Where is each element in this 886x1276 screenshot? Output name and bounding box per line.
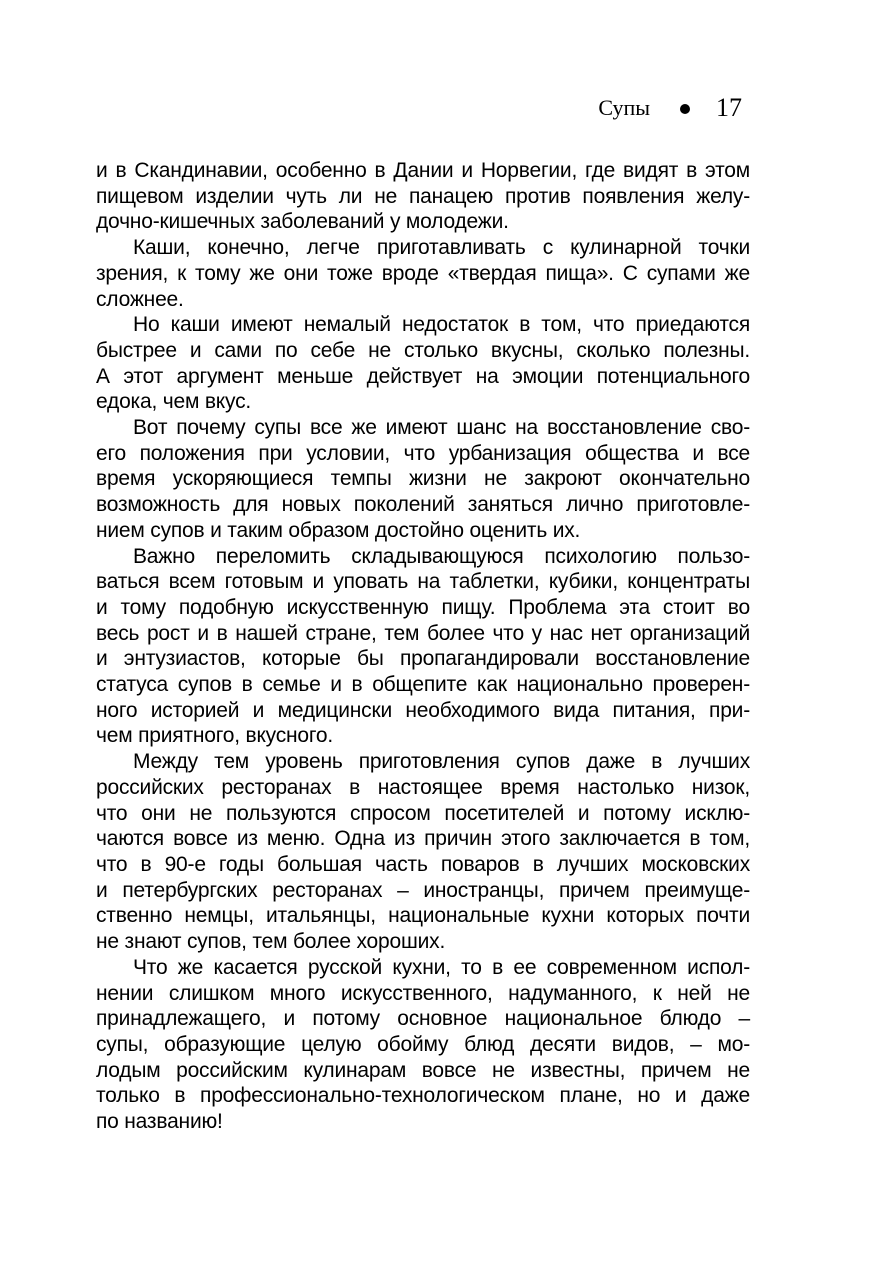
text-line: чаются вовсе из меню. Одна из причин этого заключается в том, [96, 827, 750, 851]
paragraph [96, 955, 750, 1135]
text-line: российских ресторанах в настоящее время настолько низок, [96, 775, 750, 799]
text-line: ственно немцы, итальянцы, национальные кухни которых почти [96, 904, 750, 928]
text-line: ваться всем готовым и уповать на таблетки, кубики, концентраты [96, 570, 750, 594]
text-line: возможность для новых поколений заняться лично приготовле- [96, 493, 750, 517]
text-line: едока, чем вкус. [96, 390, 252, 414]
text-line: А этот аргумент меньше действует на эмоции потенциального [96, 364, 750, 388]
text-line: и петербургских ресторанах – иностранцы, причем преимуще- [96, 878, 750, 902]
text-line: только в профессионально-технологическом плане, но и даже [96, 1084, 750, 1108]
text-line: дочно-кишечных заболеваний у молодежи. [96, 210, 509, 234]
page-header [96, 94, 742, 122]
text-line: нении слишком много искусственного, надуманного, к ней не [96, 981, 750, 1005]
text-line: и в Скандинавии, особенно в Дании и Норвегии, где видят в этом [96, 159, 750, 182]
text-line: и энтузиастов, которые бы пропагандировали восстановление [96, 647, 750, 671]
text-line: время ускоряющиеся темпы жизни не закроют окончательно [96, 467, 750, 491]
text-line: весь рост и в нашей стране, тем более что у нас нет организаций [96, 621, 750, 645]
text-line: принадлежащего, и потому основное национальное блюдо – [96, 1007, 750, 1031]
text-line: Между тем уровень приготовления супов даже в лучших [133, 750, 750, 774]
text-line: Вот почему супы все же имеют шанс на восстановление сво- [133, 416, 750, 440]
text-line: лодым российским кулинарам вовсе не известны, причем не [96, 1058, 750, 1082]
paragraph [96, 415, 750, 544]
text-line: нием супов и таким образом достойно оценить их. [96, 518, 581, 542]
text-line: Но каши имеют немалый недостаток в том, что приедаются [133, 313, 750, 337]
text-line: ного историей и медицински необходимого вида питания, при- [96, 698, 750, 722]
text-line: его положения при условии, что урбанизация общества и все [96, 441, 750, 465]
paragraph [96, 158, 750, 235]
text-line: что они не пользуются спросом посетителей и потому исклю- [96, 801, 750, 825]
section-title: Супы [598, 95, 650, 120]
page-number: 17 [716, 93, 742, 122]
paragraph [96, 544, 750, 750]
text-line: не знают супов, тем более хороших. [96, 930, 446, 954]
text-line: чем приятного, вкусного. [96, 724, 334, 748]
text-line: Каши, конечно, легче приготавливать с кулинарной точки [133, 236, 750, 260]
bullet-separator-icon [680, 104, 690, 114]
paragraph [96, 235, 750, 312]
text-line: статуса супов в семье и в общепите как национально проверен- [96, 673, 750, 697]
paragraph [96, 312, 750, 415]
text-line: Важно переломить складывающуюся психологию пользо- [133, 544, 750, 568]
text-line: что в 90-е годы большая часть поваров в лучших московских [96, 852, 750, 876]
paragraph [96, 749, 750, 955]
text-line: Что же касается русской кухни, то в ее современном испол- [133, 955, 750, 979]
text-line: зрения, к тому же они тоже вроде «твердая пища». С супами же [96, 261, 750, 285]
body-text [96, 158, 750, 1135]
text-line: быстрее и сами по себе не столько вкусны, сколько полезны. [96, 338, 750, 362]
text-line: и тому подобную искусственную пищу. Проблема эта стоит во [96, 595, 750, 619]
text-line: супы, образующие целую обойму блюд десяти видов, – мо- [96, 1032, 750, 1056]
text-line: сложнее. [96, 287, 184, 311]
text-line: по названию! [96, 1110, 223, 1134]
text-line: пищевом изделии чуть ли не панацею против появления желу- [96, 184, 750, 208]
